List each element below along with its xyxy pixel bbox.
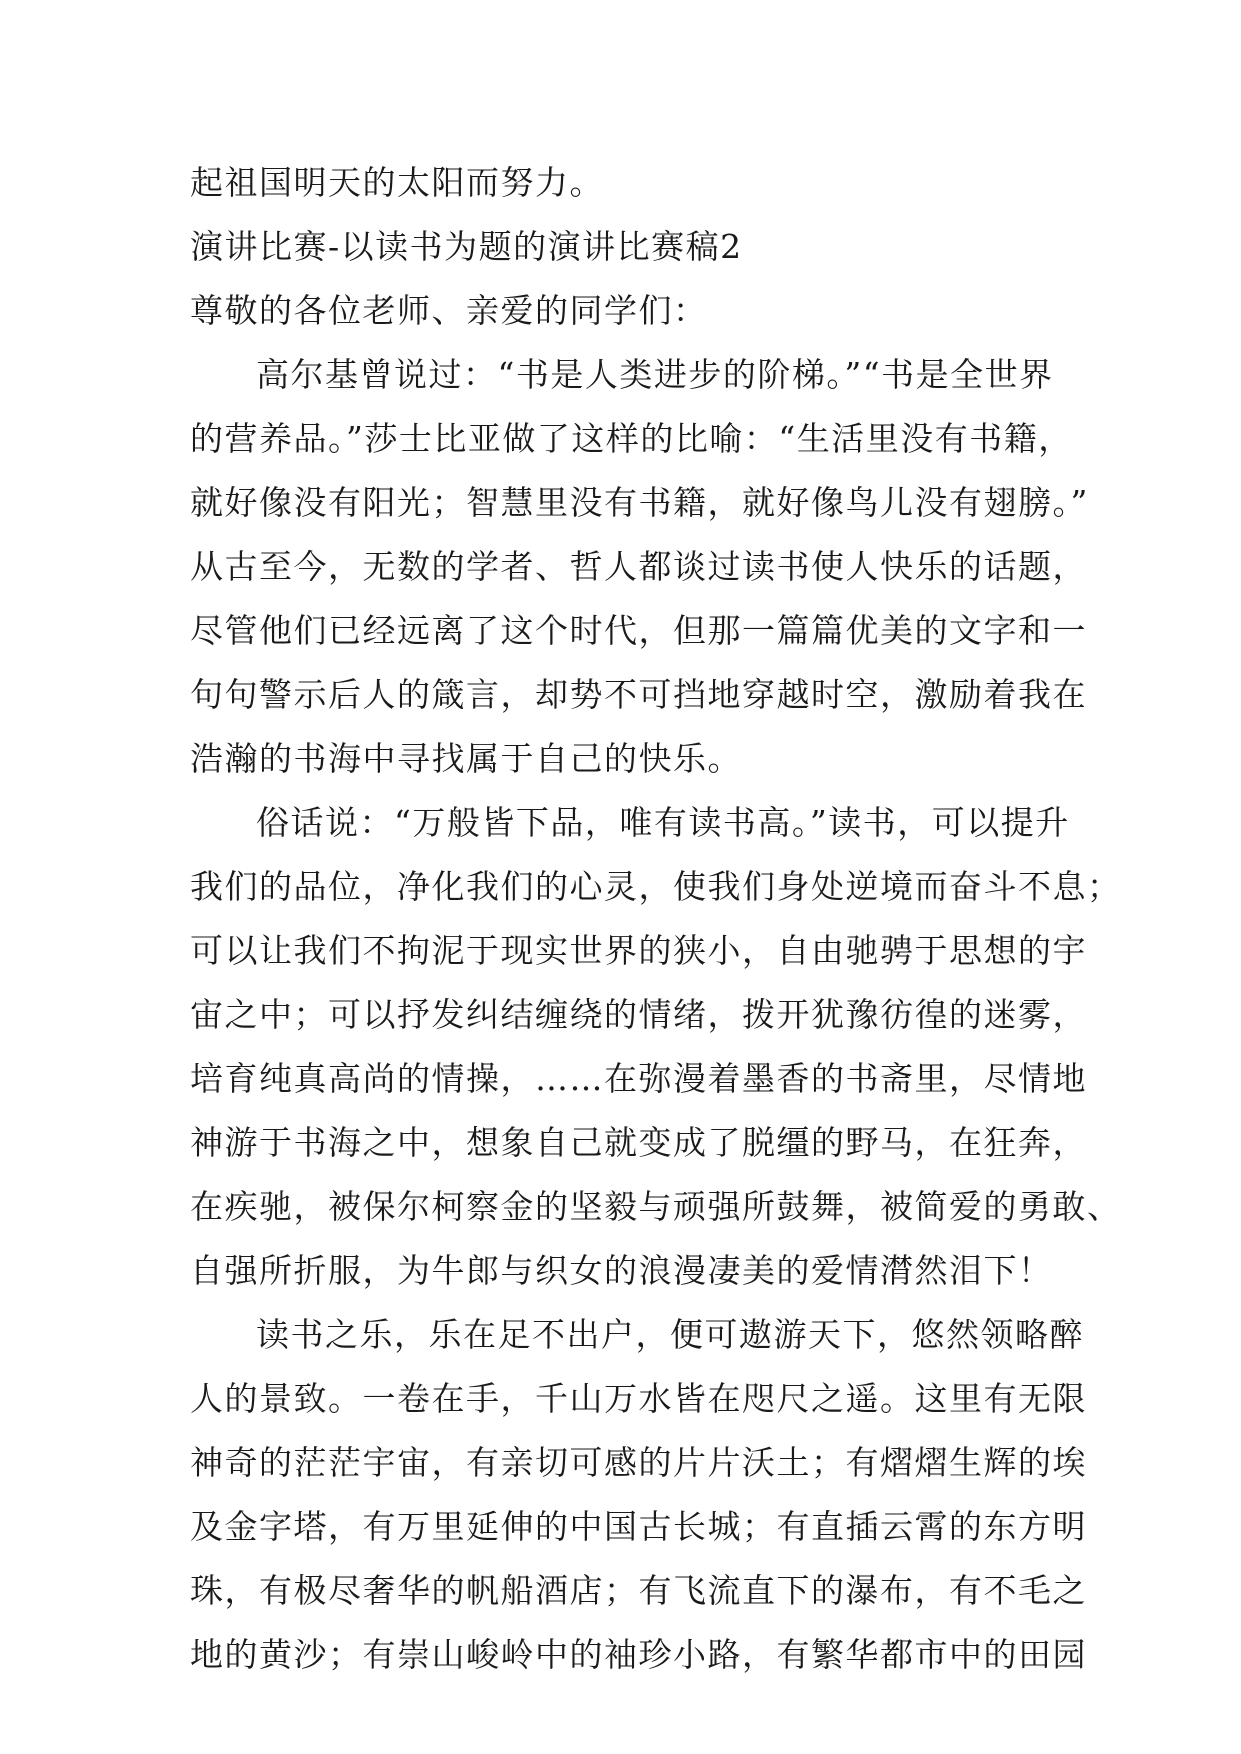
text-line-4: 高尔基曾说过：“书是人类进步的阶梯。”“书是全世界 [256,355,1054,394]
text-line-15: 培育纯真高尚的情操，……在弥漫着墨香的书斋里，尽情地 [190,1059,1087,1098]
text-line-16: 神游于书海之中，想象自己就变成了脱缰的野马，在狂奔， [190,1123,1087,1162]
text-line-17: 在疾驰，被保尔柯察金的坚毅与顽强所鼓舞，被简爱的勇敢、 [190,1187,1122,1226]
text-line-20: 人的景致。一卷在手，千山万水皆在咫尺之遥。这里有无限 [190,1379,1087,1418]
text-line-18: 自强所折服，为牛郎与织女的浪漫凄美的爱情潸然泪下！ [190,1251,1053,1290]
text-line-6: 就好像没有阳光；智慧里没有书籍，就好像鸟儿没有翅膀。” [190,483,1089,522]
text-line-13: 可以让我们不拘泥于现实世界的狭小，自由驰骋于思想的宇 [190,931,1087,970]
text-line-10: 浩瀚的书海中寻找属于自己的快乐。 [190,739,742,778]
text-line-19: 读书之乐，乐在足不出户，便可遨游天下，悠然领略醉 [256,1315,1084,1354]
text-line-2-heading: 演讲比赛-以读书为题的演讲比赛稿2 [190,227,743,266]
text-line-7: 从古至今，无数的学者、哲人都谈过读书使人快乐的话题， [190,547,1087,586]
text-line-3-salutation: 尊敬的各位老师、亲爱的同学们： [190,291,708,330]
text-line-22: 及金字塔，有万里延伸的中国古长城；有直插云霄的东方明 [190,1507,1087,1546]
text-line-12: 我们的品位，净化我们的心灵，使我们身处逆境而奋斗不息； [190,867,1122,906]
text-line-23: 珠，有极尽奢华的帆船酒店；有飞流直下的瀑布，有不毛之 [190,1571,1087,1610]
text-line-9: 句句警示后人的箴言，却势不可挡地穿越时空，激励着我在 [190,675,1087,714]
text-line-24: 地的黄沙；有崇山峻岭中的袖珍小路，有繁华都市中的田园 [190,1635,1087,1674]
text-line-21: 神奇的茫茫宇宙，有亲切可感的片片沃土；有熠熠生辉的埃 [190,1443,1087,1482]
text-line-11: 俗话说：“万般皆下品，唯有读书高。”读书，可以提升 [256,803,1070,842]
text-line-5: 的营养品。”莎士比亚做了这样的比喻：“生活里没有书籍， [190,419,1073,458]
text-line-1: 起祖国明天的太阳而努力。 [190,163,604,202]
text-line-14: 宙之中；可以抒发纠结缠绕的情绪，拨开犹豫彷徨的迷雾， [190,995,1087,1034]
text-line-8: 尽管他们已经远离了这个时代，但那一篇篇优美的文字和一 [190,611,1087,650]
